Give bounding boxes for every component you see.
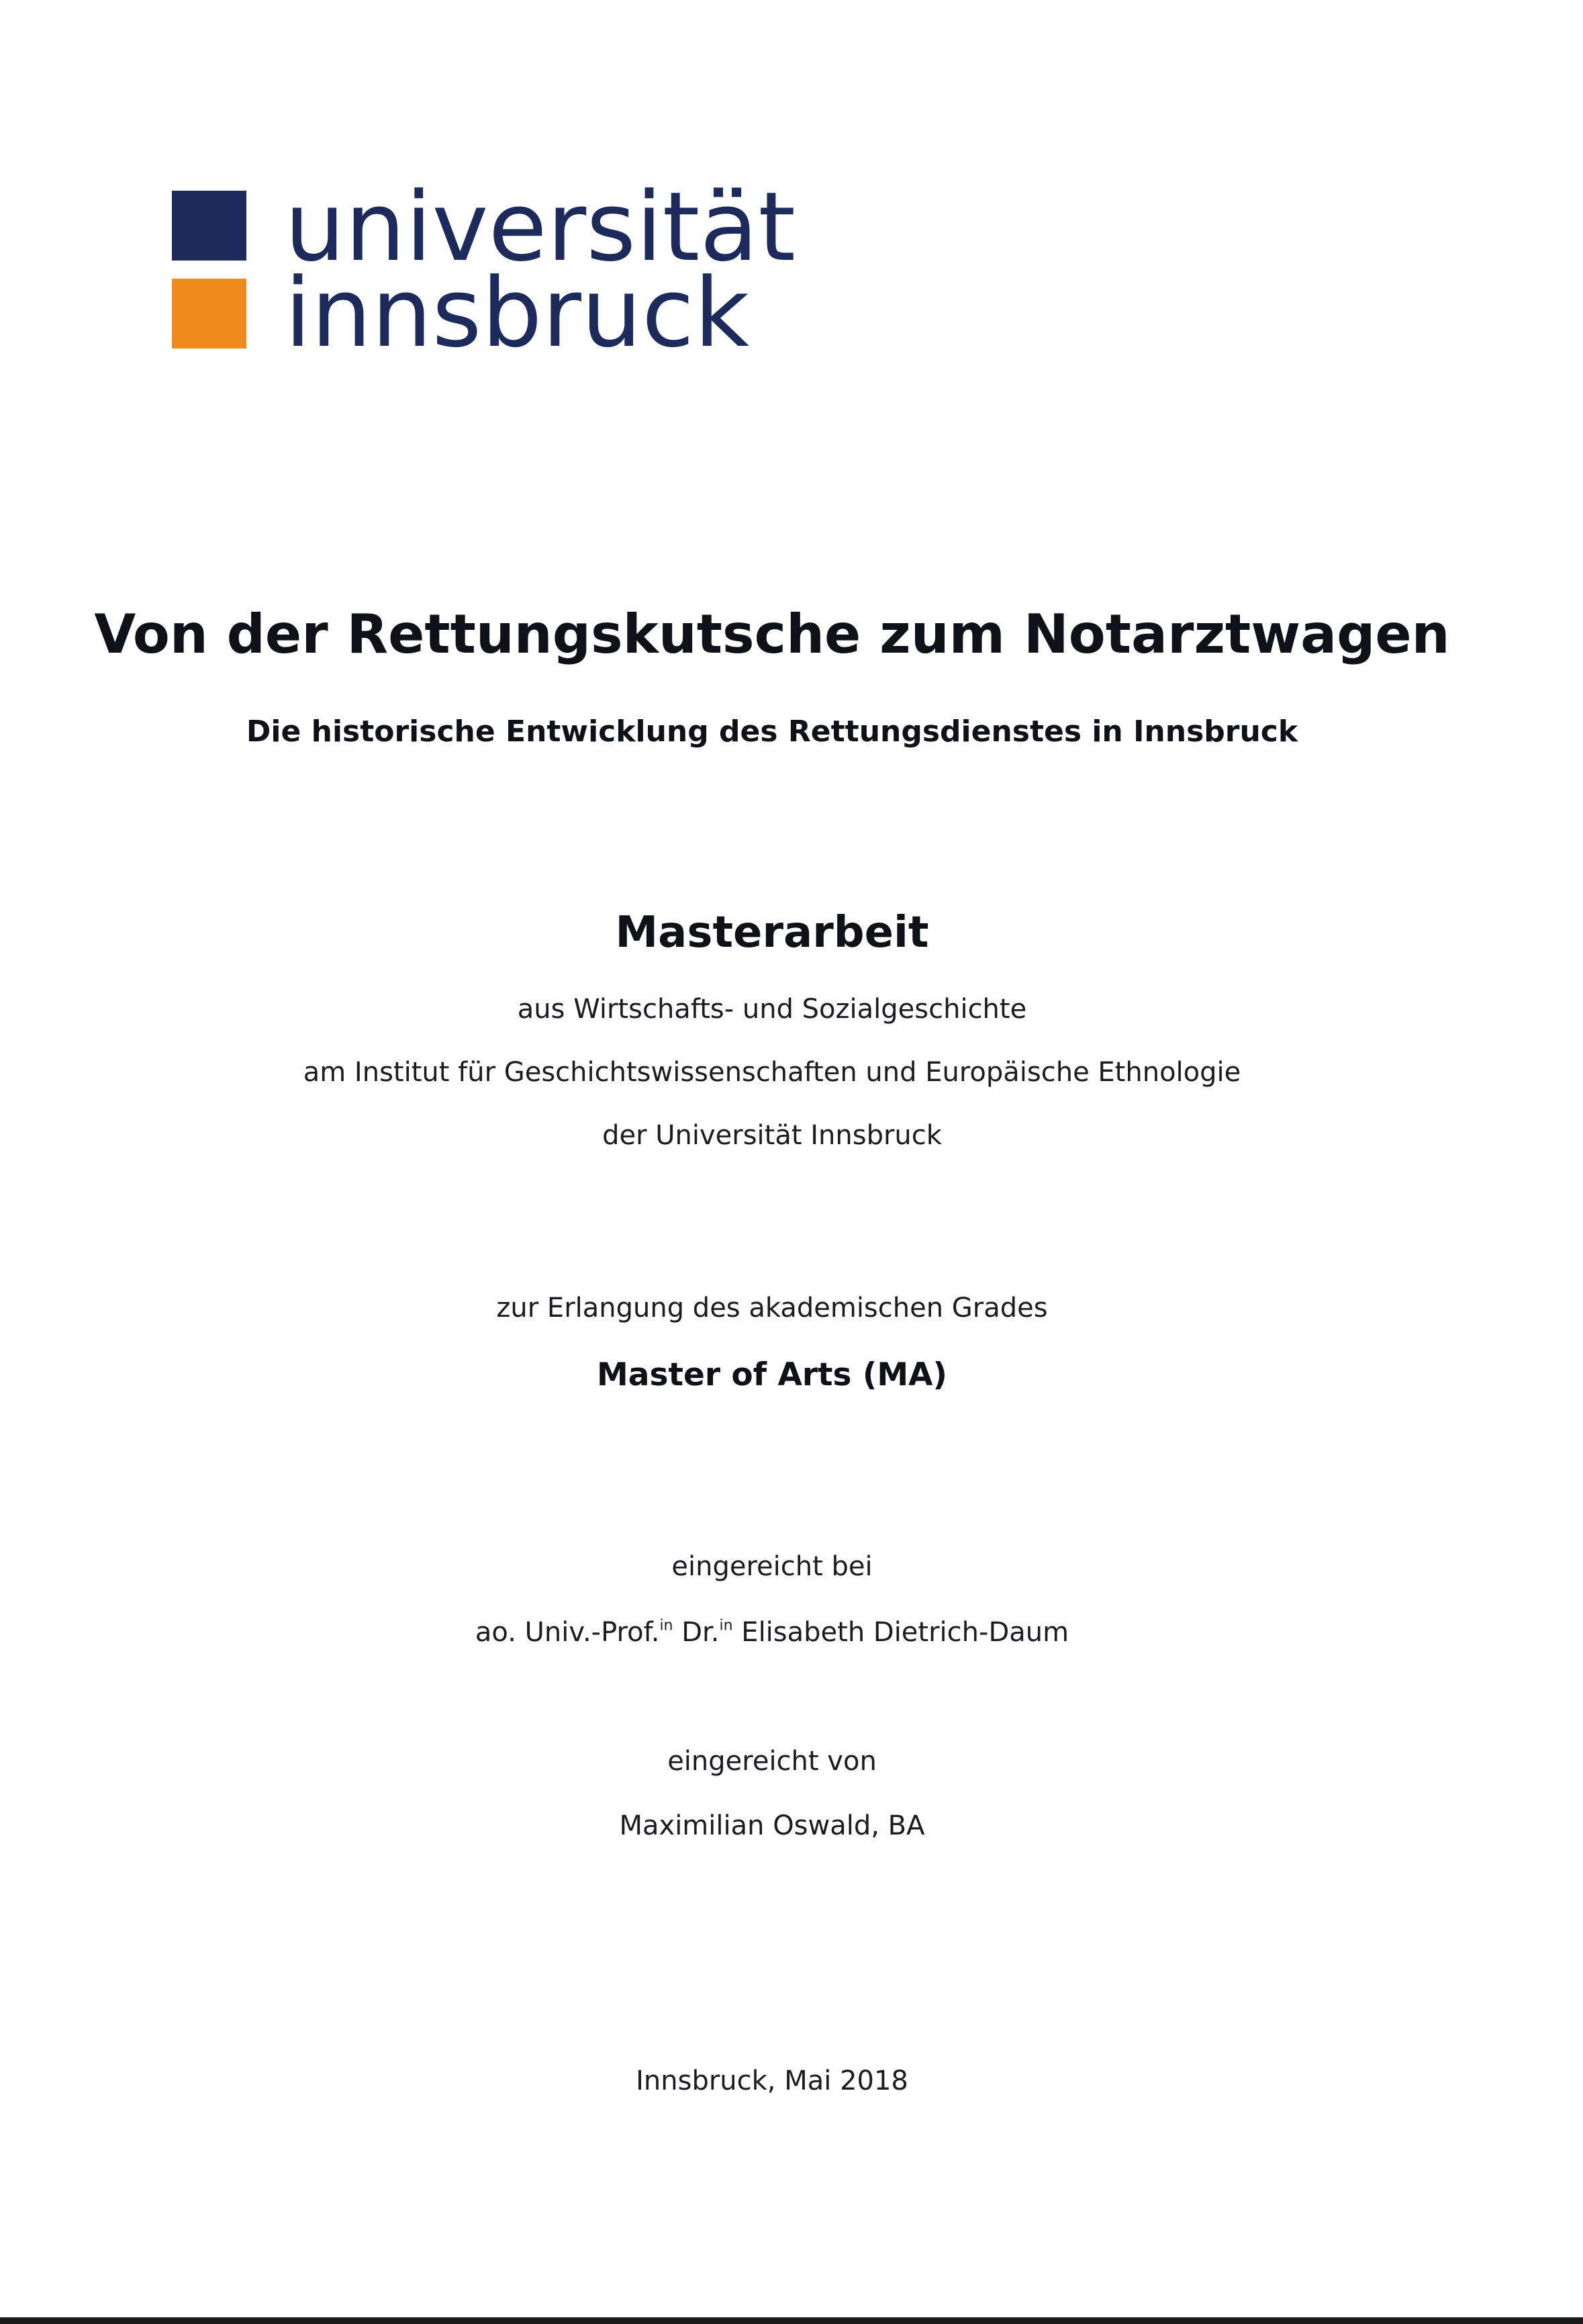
- supervisor-name: [0, 1617, 1544, 1648]
- logo-square-orange: [172, 279, 246, 348]
- supervisor-prefix: ao. Univ.-Prof.: [475, 1617, 660, 1648]
- thesis-type-heading: Masterarbeit: [615, 908, 929, 958]
- supervisor-middle: Dr.: [673, 1617, 720, 1648]
- submitted-by-label: eingereicht von: [667, 1746, 877, 1777]
- place-and-date: Innsbruck, Mai 2018: [636, 2065, 908, 2096]
- supervisor-sup1: in: [659, 1617, 673, 1634]
- supervisor-full-name: Elisabeth Dietrich-Daum: [732, 1617, 1069, 1648]
- university-logo: [172, 172, 843, 369]
- submitted-to-label: eingereicht bei: [671, 1551, 873, 1582]
- university-line: der Universität Innsbruck: [602, 1120, 942, 1151]
- subject-line: aus Wirtschafts- und Sozialgeschichte: [517, 994, 1027, 1025]
- thesis-subtitle: Die historische Entwicklung des Rettungsdienstes in Innsbruck: [246, 714, 1298, 749]
- logo-text-line1: universität: [285, 172, 796, 283]
- degree-purpose-line: zur Erlangung des akademischen Grades: [496, 1293, 1048, 1323]
- institute-line: am Institut für Geschichtswissenschaften und Europäische Ethnologie: [303, 1057, 1241, 1088]
- author-name: Maximilian Oswald, BA: [619, 1810, 925, 1841]
- degree-name: Master of Arts (MA): [597, 1356, 947, 1393]
- logo-text-line2: innsbruck: [285, 258, 750, 369]
- supervisor-sup2: in: [719, 1617, 733, 1634]
- scan-edge-line: [0, 2317, 1583, 2324]
- thesis-title: Von der Rettungskutsche zum Notarztwagen: [94, 603, 1450, 665]
- logo-square-blue: [172, 191, 246, 261]
